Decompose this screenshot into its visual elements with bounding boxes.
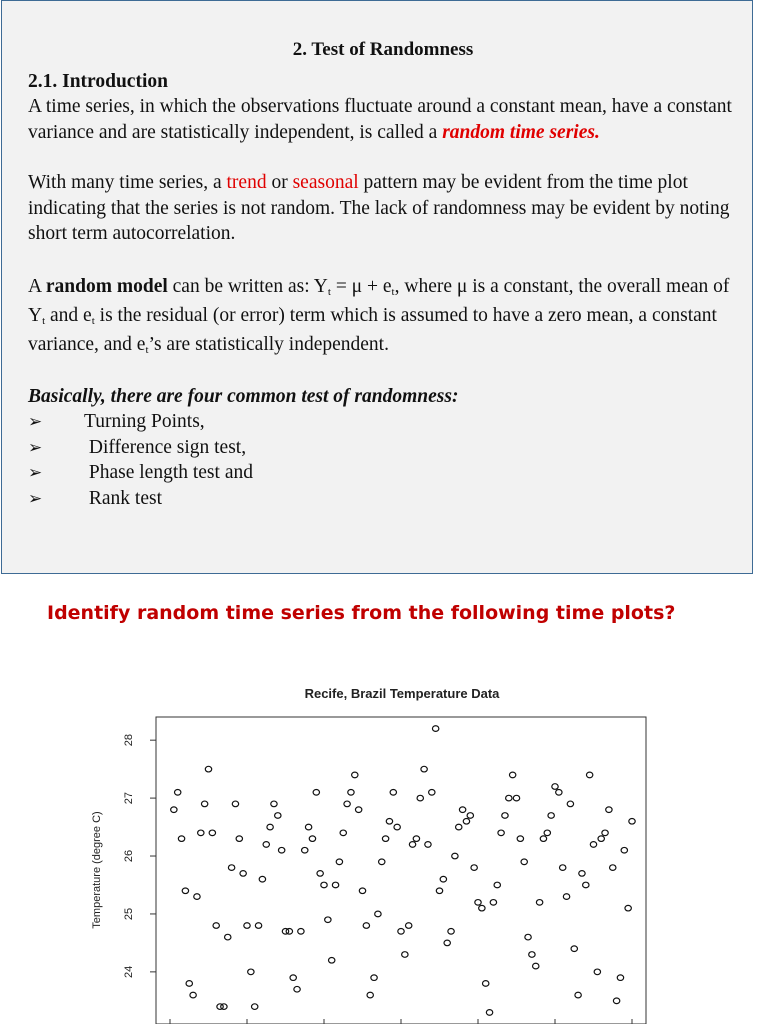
data-point [225,934,231,940]
model-text-a: A [28,275,42,297]
list-item [28,460,748,486]
data-point [590,842,596,848]
trend-paragraph [28,170,748,247]
data-point [221,1004,227,1010]
random-model-paragraph [28,272,748,359]
slide-title: 2. Test of Randomness [292,39,474,60]
list-item [28,435,748,461]
intro-paragraph [28,94,748,145]
list-item [28,409,748,435]
data-point [363,923,369,929]
data-point [567,801,573,807]
data-point [544,830,550,836]
data-point [452,853,458,859]
data-point [278,847,284,853]
data-point [456,824,462,830]
data-point [517,836,523,842]
data-point [240,871,246,877]
data-point [594,969,600,975]
data-point [525,934,531,940]
data-point [178,836,184,842]
y-tick-label: 24 [123,965,135,978]
slide-panel [1,0,753,574]
data-point [398,929,404,935]
data-point [340,830,346,836]
data-point [286,929,292,935]
data-point [252,1004,258,1010]
data-point [471,865,477,871]
data-point [536,900,542,906]
data-point [586,772,592,778]
data-point [236,836,242,842]
data-point [432,726,438,732]
list-item [28,486,748,512]
data-point [244,923,250,929]
intro-text: A time series, in which the observations fluctuate around a constant mean, have a constant variance and are statistically independent, is called a [28,96,732,143]
model-text-b: can be written as: Y [172,275,328,297]
data-point [613,998,619,1004]
data-point [583,882,589,888]
data-point [325,917,331,923]
data-point [406,923,412,929]
or-word: or [271,172,288,193]
data-point [463,818,469,824]
data-point [502,813,508,819]
question-heading: Identify random time series from the following time plots? [47,602,676,624]
data-point [213,923,219,929]
data-point [171,807,177,813]
subscript-t: t [327,285,331,298]
y-tick-label: 27 [123,791,135,805]
data-point [382,836,388,842]
data-point [629,818,635,824]
data-point [367,992,373,998]
data-point [298,929,304,935]
y-axis [123,734,156,978]
data-point [425,842,431,848]
data-point [209,830,215,836]
subscript-t: t [91,314,95,327]
arrow-bullet-icon: ➢ [28,463,43,482]
data-point [290,975,296,981]
data-point [175,790,181,796]
data-point [255,923,261,929]
data-point [205,766,211,772]
data-point [506,795,512,801]
data-point [336,859,342,865]
subscript-t: t [145,343,149,356]
data-point [317,871,323,877]
data-point [267,824,273,830]
data-point [394,824,400,830]
data-point [602,830,608,836]
test-item-label: Phase length test and [84,462,253,483]
data-point [332,882,338,888]
data-point [575,992,581,998]
arrow-bullet-icon: ➢ [28,412,43,431]
data-point [521,859,527,865]
data-point [313,790,319,796]
data-point [271,801,277,807]
data-point [444,940,450,946]
data-point [198,830,204,836]
arrow-bullet-icon: ➢ [28,488,43,508]
temperature-chart [0,680,768,1024]
data-point [379,859,385,865]
data-point [294,986,300,992]
data-point [386,818,392,824]
data-point [375,911,381,917]
data-point [409,842,415,848]
data-point [448,929,454,935]
data-point [475,900,481,906]
data-point [579,871,585,877]
data-point [459,807,465,813]
data-point [355,807,361,813]
data-point [436,888,442,894]
data-point [610,865,616,871]
data-point [513,795,519,801]
data-point [563,894,569,900]
model-text-d: and e [45,304,92,326]
data-point [571,946,577,952]
tests-heading: Basically, there are four common test of randomness: [28,385,459,407]
data-point [371,975,377,981]
model-text-c: , where μ is a constant, the overall mean of Y [28,275,730,326]
data-point [540,836,546,842]
data-point [259,876,265,882]
data-point [321,882,327,888]
data-point [552,784,558,790]
data-point [498,830,504,836]
test-item-label: Turning Points, [84,411,205,432]
data-point [344,801,350,807]
data-point [440,876,446,882]
random-model-term: random model [45,275,168,297]
data-point [509,772,515,778]
model-text-f: ’s are statistically independent. [148,333,389,355]
data-point [621,847,627,853]
data-point [182,888,188,894]
data-point [248,969,254,975]
data-point [413,836,419,842]
data-point [194,894,200,900]
data-point [275,813,281,819]
intro-heading: 2.1. Introduction [28,70,168,92]
data-point [494,882,500,888]
arrow-bullet-icon: ➢ [28,437,43,457]
data-point [556,790,562,796]
data-point [417,795,423,801]
data-point [302,847,308,853]
data-point [232,801,238,807]
slide-content [28,37,748,511]
data-point [490,900,496,906]
test-item-label: Rank test [84,487,162,509]
data-point [560,865,566,871]
data-point [228,865,234,871]
data-point [486,1010,492,1016]
data-point [402,952,408,958]
data-point [305,824,311,830]
data-point [263,842,269,848]
tests-list [28,409,748,511]
data-point [606,807,612,813]
model-text-e: is the residual (or error) term which is assumed to have a zero mean, a constant variance, and e [28,304,717,355]
data-point [309,836,315,842]
data-point [479,905,485,911]
data-point [467,813,473,819]
subscript-t: t [42,314,46,327]
data-point [329,957,335,963]
data-point [483,981,489,987]
data-point [533,963,539,969]
model-equation: = μ + e [330,275,392,297]
y-tick-label: 26 [123,849,135,863]
random-time-series-term: random time series. [442,121,600,143]
data-point [359,888,365,894]
x-axis [170,1019,632,1024]
y-tick-label: 25 [123,907,135,921]
trend-paragraph-start: With many time series, a [28,172,222,193]
data-point [352,772,358,778]
subscript-t: t [391,285,395,298]
data-point [186,981,192,987]
y-tick-label: 28 [123,734,135,747]
data-point [348,790,354,796]
y-axis-label: Temperature (degree C) [91,811,103,929]
data-points [171,726,636,1015]
data-point [190,992,196,998]
data-point [421,766,427,772]
data-point [598,836,604,842]
seasonal-word: seasonal [292,172,359,193]
data-point [390,790,396,796]
trend-paragraph-end: pattern may be evident from the time plot indicating that the series is not random. The lack of randomness may be evident by noting short term autocorrelation. [28,172,730,244]
data-point [625,905,631,911]
data-point [529,952,535,958]
chart-title: Recife, Brazil Temperature Data [304,686,500,701]
data-point [548,813,554,819]
trend-word: trend [226,172,267,193]
data-point [617,975,623,981]
data-point [429,790,435,796]
test-item-label: Difference sign test, [84,436,247,458]
data-point [201,801,207,807]
